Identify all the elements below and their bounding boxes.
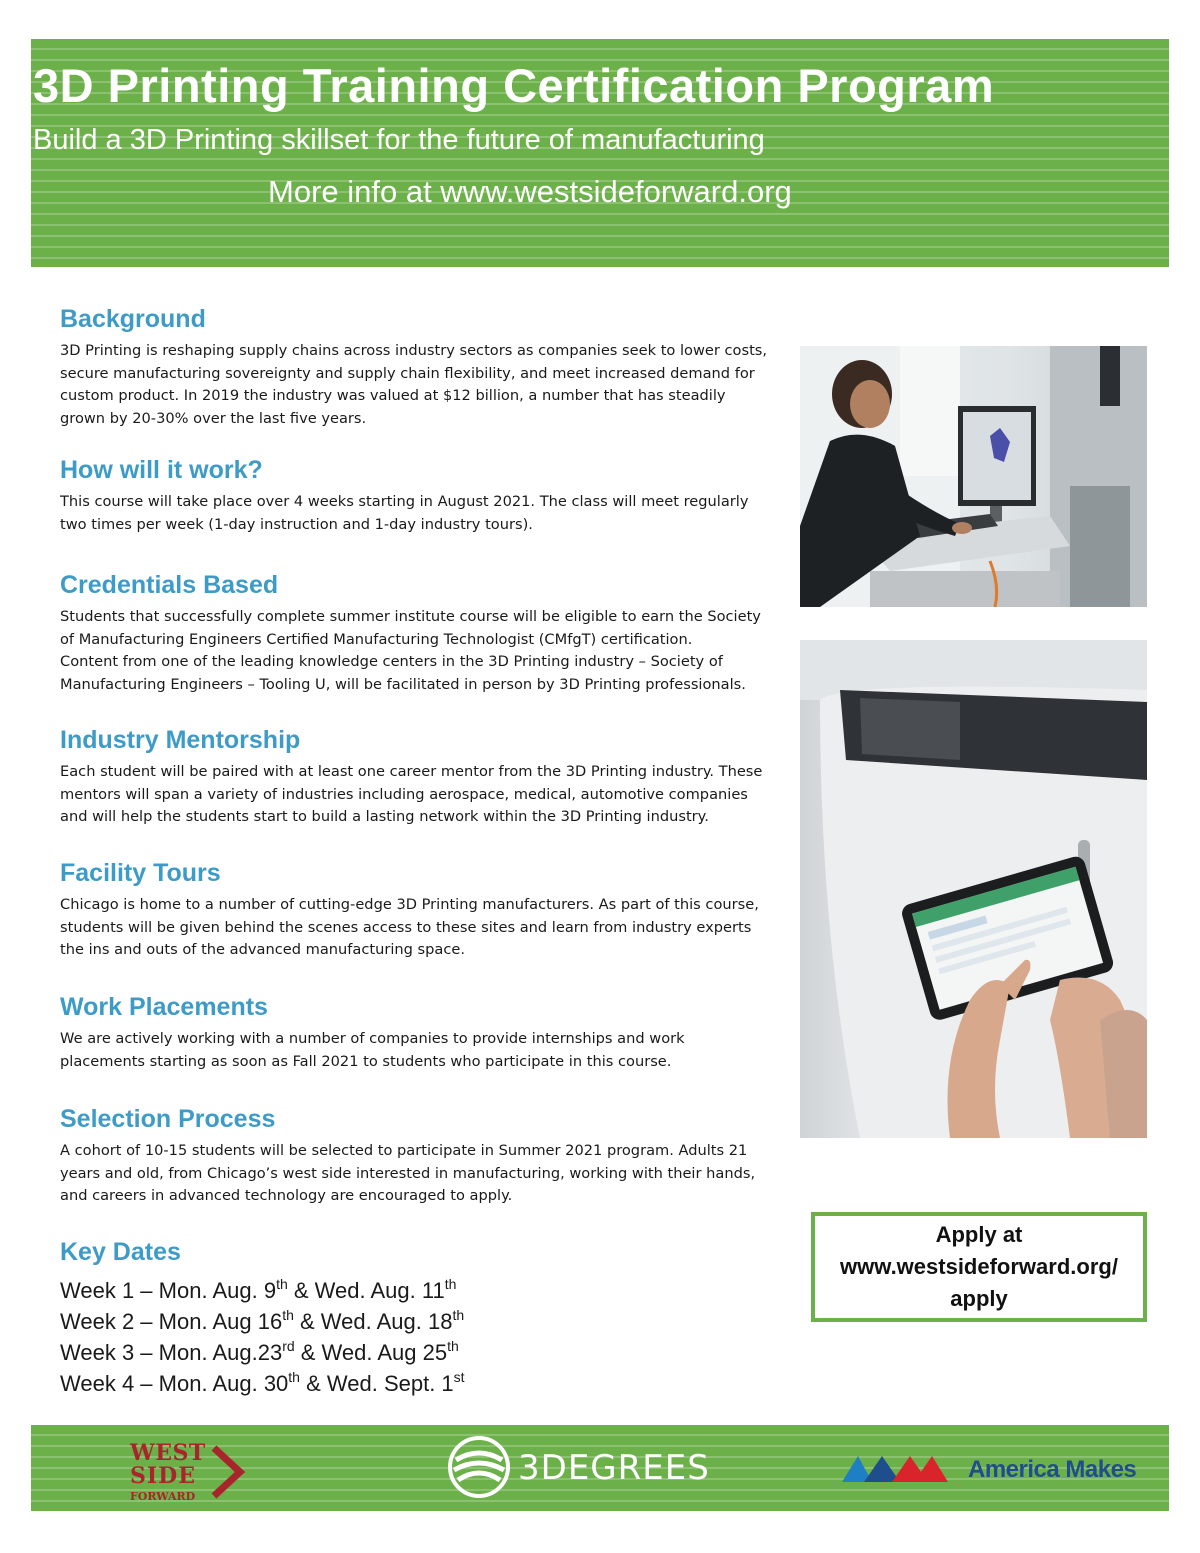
section-body: We are actively working with a number of companies to provide internships and work placements starting as soon as Fall 2021 to students who participate in this course. [60,1030,685,1070]
globe-swirl-icon [448,1436,510,1498]
america-makes-logo [842,1452,1152,1492]
apply-line-3: apply [950,1286,1008,1311]
photo-tablet-illustration [800,640,1147,1138]
section-work-placements [60,993,790,1073]
apply-url[interactable]: www.westsideforward.org/ [840,1254,1118,1279]
section-heading: Facility Tours [60,859,221,887]
america-makes-mark-icon [842,1454,950,1484]
section-background [60,305,790,430]
wsf-word-1: WEST [130,1440,206,1466]
section-body: This course will take place over 4 weeks starting in August 2021. The class will meet regularly two times per week (1-day instruction and 1-day industry tours). [60,493,749,533]
wsf-word-3: FORWARD [130,1490,196,1503]
week-2-dates: Week 2 – Mon. Aug 16th & Wed. Aug. 18th [60,1307,465,1334]
section-facility-tours [60,859,790,962]
key-dates-heading: Key Dates [60,1238,181,1266]
apply-line-1: Apply at [935,1222,1023,1247]
west-side-forward-logo [128,1440,248,1506]
section-body: 3D Printing is reshaping supply chains across industry sectors as companies seek to lower costs, secure manufacturing sovereignty and supply chain flexibility, and meet increased demand for custom product. In 2019 the industry was valued at $12 billion, a number that has steadily grown by 20-30% over the last five years. [60,342,768,427]
section-body: Each student will be paired with at least one career mentor from the 3D Printing industry. These mentors will span a variety of industries including aerospace, medical, automotive companies and will help the students start to build a lasting network within the 3D Printing industry. [60,763,763,825]
key-dates [60,1238,620,1399]
week-3-dates: Week 3 – Mon. Aug.23rd & Wed. Aug 25th [60,1338,459,1365]
section-heading: Work Placements [60,993,268,1021]
section-credentials [60,571,790,696]
section-heading: Industry Mentorship [60,726,301,754]
wsf-word-2: SIDE [130,1463,197,1489]
section-body: Students that successfully complete summer institute course will be eligible to earn the Society of Manufacturing Engineers Certified Manufacturing Technologist (CMfgT) certification. Content from one of the leading knowledge centers in the 3D Printing industry – Society of Manufacturing Engineers – Tooling U, will be facilitated in person by 3D Printing professionals. [60,608,761,693]
week-1-dates: Week 1 – Mon. Aug. 9th & Wed. Aug. 11th [60,1276,457,1303]
week-4-dates: Week 4 – Mon. Aug. 30th & Wed. Sept. 1st [60,1369,465,1396]
section-heading: How will it work? [60,456,263,484]
more-info-link[interactable]: More info at www.westsideforward.org [268,174,792,209]
photo-workstation-illustration [800,346,1147,607]
section-how-it-works [60,456,790,536]
photo-workstation [800,346,1147,607]
section-heading: Selection Process [60,1105,276,1133]
3degrees-logo [448,1436,758,1498]
apply-callout[interactable] [811,1212,1147,1322]
section-heading: Background [60,305,206,333]
section-body: Chicago is home to a number of cutting-edge 3D Printing manufacturers. As part of this course, students will be given behind the scenes access to these sites and learn from industry experts the ins and outs of the advanced manufacturing space. [60,896,759,958]
section-heading: Credentials Based [60,571,279,599]
section-body: A cohort of 10-15 students will be selected to participate in Summer 2021 program. Adults 21 years and old, from Chicago’s west side interested in manufacturing, working with their hands, and careers in advanced technology are encouraged to apply. [60,1142,756,1204]
section-selection-process [60,1105,790,1208]
page-subtitle: Build a 3D Printing skillset for the future of manufacturing [33,124,765,156]
photo-tablet-printer [800,640,1147,1138]
chevron-right-icon [210,1444,246,1500]
america-makes-wordmark: America Makes [968,1456,1137,1483]
page-title: 3D Printing Training Certification Program [33,59,995,112]
3degrees-wordmark: 3DEGREES [518,1448,710,1488]
section-mentorship [60,726,790,829]
